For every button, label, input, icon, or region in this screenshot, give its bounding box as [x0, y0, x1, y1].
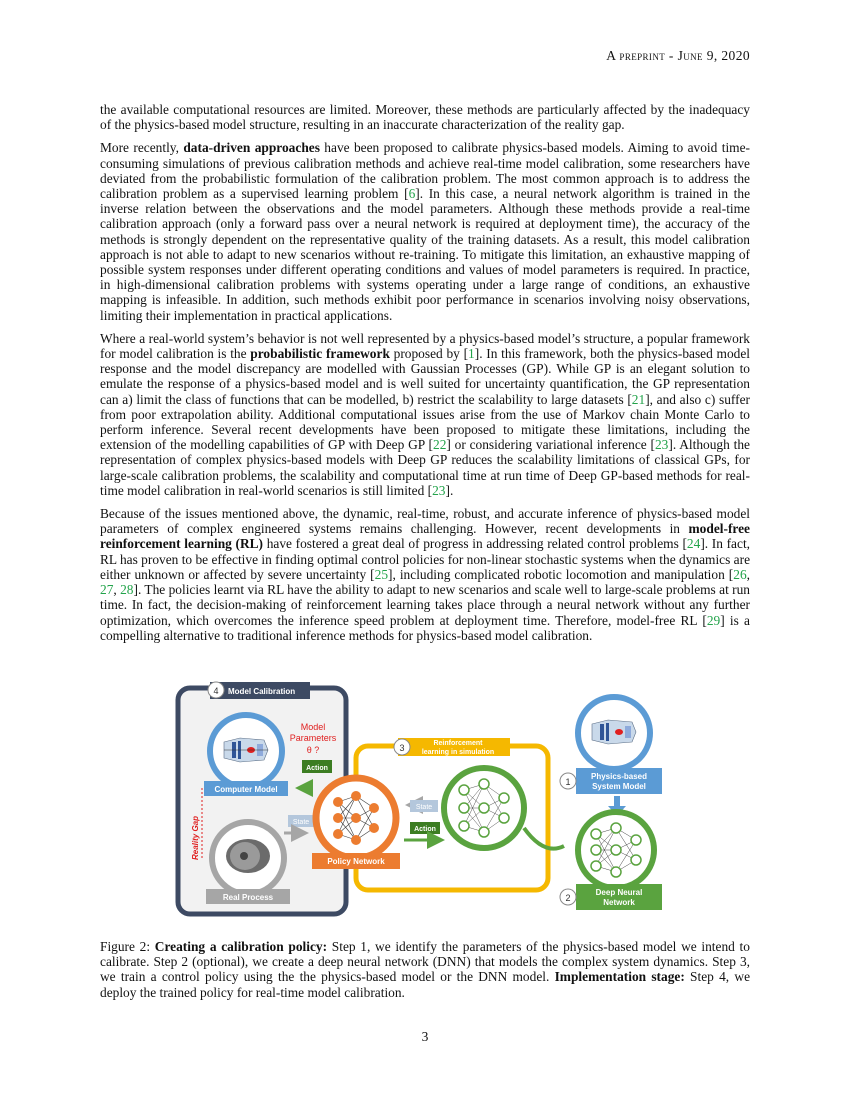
- caption-bold: Implementation stage:: [554, 969, 685, 985]
- page-number: 3: [421, 1029, 429, 1044]
- model-params-theta: θ ?: [306, 745, 320, 755]
- text-run: have fostered a great deal of progress in addressing related control problems [: [263, 536, 687, 552]
- turbine-schematic-icon: [224, 738, 268, 762]
- text-run: ]. In fact, RL has proven to be effective in finding optimal control policies for non-linear stochastic systems when the dynamics are either unknown or affected by severe uncertainty [: [100, 536, 751, 582]
- text-run: proposed by [: [389, 346, 469, 362]
- citation-link[interactable]: 26: [733, 566, 747, 582]
- text-run: ] is a compelling alternative to traditional inference methods for physics-based model calibration.: [100, 612, 751, 643]
- citation-link[interactable]: 29: [706, 612, 721, 628]
- model-params-line-1: Model: [300, 722, 326, 732]
- text-run: Where a real-world system’s behavior is not well represented by a physics-based model’s structure, a popular framework for model calibration is the: [100, 330, 750, 362]
- body-text: [100, 102, 750, 651]
- caption-text: Step 1, we identify the parameters of the physics-based model we intend to calibrate. Step 2 (optional), we create a deep neural network (DNN) that models the complex system dynamics. Step 3, we train a control policy using the the physics-based model or the DNN model.: [100, 939, 750, 985]
- model-calibration-title: Model Calibration: [228, 687, 296, 696]
- reality-gap-label: Reality Gap: [191, 815, 200, 861]
- dnn-line-2: Network: [603, 898, 635, 907]
- text-run: ,: [113, 582, 121, 598]
- jet-engine-icon: [226, 839, 270, 873]
- dnn-link: [524, 828, 564, 849]
- bold-term: model-free reinforcement learning (RL): [100, 521, 750, 552]
- text-run: have been proposed to calibrate physics-based models. Aiming to avoid time-consuming simulations of previous calibration methods and achieve real-time model calibration, some researchers have deviated from the probabilistic formulation of the calibration problem. The most common approach is to address the calibration problem as a supervised learning problem [: [100, 140, 750, 202]
- policy-network-label: Policy Network: [327, 857, 385, 866]
- dnn-line-1: Deep Neural: [595, 888, 643, 897]
- model-params-line-2: Parameters: [289, 733, 337, 743]
- state-label-mid: State: [415, 804, 433, 811]
- text-run: ]. Although the representation of complex physics-based models with Deep GP reduces the scalability limitations of classical GPs, for large-scale calibration problems, the scalability and computational time at run time of Deep GP-based methods for real-time model calibration in real-world scenarios is still limited [: [100, 437, 750, 498]
- step-3-number: 3: [399, 743, 405, 753]
- caption-text: Step 4, we deploy the trained policy for real-time model calibration.: [100, 969, 751, 1000]
- real-process-label: Real Process: [222, 893, 274, 902]
- turbine-schematic-icon: [592, 720, 636, 744]
- text-run: ]. In this framework, both the physics-based model response and the model discrepancy are modelled with Gaussian Processes (GP). While GP is an elegant solution to emulate the response of a physics-based model and is well suited for uncertainty quantification, the GP representation can a) limit the class of functions that can be modelled, b) restrict the scalability to large datasets [: [100, 346, 751, 407]
- physics-model-line-2: System Model: [592, 782, 646, 791]
- text-run: ,: [746, 566, 750, 582]
- state-label-left: State: [292, 819, 310, 826]
- paragraph-2: [100, 140, 750, 322]
- citation-link[interactable]: 1: [468, 346, 475, 362]
- text-run: ].: [445, 482, 454, 498]
- citation-link[interactable]: 23: [654, 437, 669, 453]
- text-run: More recently,: [100, 140, 184, 156]
- citation-link[interactable]: 6: [408, 186, 416, 202]
- citation-link[interactable]: 22: [433, 437, 447, 453]
- rl-simulation-line-1: Reinforcement: [433, 740, 483, 747]
- rl-simulation-line-2: learning in simulation: [421, 749, 495, 756]
- physics-model-line-1: Physics-based: [590, 772, 648, 781]
- citation-link[interactable]: 23: [432, 482, 446, 498]
- text-run: the available computational resources are limited. Moreover, these methods are particularly affected by the inadequacy of the physics-based model structure, resulting in an inaccurate characterization of the reality gap.: [100, 102, 750, 133]
- citation-link[interactable]: 24: [686, 536, 701, 552]
- text-run: ]. In this case, a neural network algorithm is trained in the inverse relation between the observations and the model parameters. Although these methods provide a real-time calibration approach (only a forward pass over a neural network is required at deployment time), the accuracy of the methods is strongly dependent on the representative quality of the training datasets. As a result, this model calibration approach is not able to adapt to new scenarios without re-training. To mitigate this limitation, an exhaustive mapping of possible system responses under different operating conditions and values of model parameters is required. In practice, in high-dimensional calibration problems with systems operating under a large range of conditions, an exhaustive mapping is infeasible. In addition, such methods exhibit poor performance in scenarios involving noisy observations, limiting their implementation in practical applications.: [100, 186, 751, 323]
- paragraph-1: [100, 102, 750, 132]
- caption-bold: Creating a calibration policy:: [154, 939, 328, 954]
- figure-diagram: [172, 678, 672, 918]
- paragraph-3: [100, 331, 750, 498]
- figure-caption: [100, 939, 750, 1000]
- text-run: Because of the issues mentioned above, the dynamic, real-time, robust, and accurate inference of physics-based model parameters of complex engineered systems remains challenging. However, recent developments in: [100, 506, 750, 537]
- step-2-number: 2: [565, 893, 571, 903]
- step-1-number: 1: [565, 777, 571, 787]
- text-run: ] or considering variational inference [: [446, 437, 655, 453]
- citation-link[interactable]: 25: [374, 566, 389, 582]
- figure-calibration-policy: [172, 678, 672, 918]
- running-head: A preprint - June 9, 2020: [606, 48, 750, 63]
- action-label-top: Action: [306, 765, 328, 772]
- computer-model-label: Computer Model: [214, 785, 278, 794]
- paragraph-4: [100, 506, 750, 643]
- citation-link[interactable]: 27: [100, 582, 114, 598]
- action-label-mid: Action: [414, 826, 436, 833]
- caption-label: Figure 2:: [100, 939, 155, 954]
- bold-term: data-driven approaches: [183, 140, 320, 156]
- text-run: ], and also c) suffer from poor extrapolation ability. Additional computational issues arise from the use of Markov chain Monte Carlo to perform inference. Several recent developments have been proposed to mitigate these limitations, including the extension of the modelling capabilities of GP with Deep GP [: [100, 391, 750, 453]
- text-run: ]. The policies learnt via RL have the ability to adapt to new scenarios and scale well to large-scale problems at run time. In fact, the decision-making of reinforcement learning takes place through a neural network without any further optimization, which overcomes the inference speed problem at deployment time. Therefore, model-free RL [: [100, 582, 750, 628]
- citation-link[interactable]: 28: [120, 582, 134, 598]
- step-4-number: 4: [213, 686, 219, 696]
- citation-link[interactable]: 21: [631, 391, 646, 407]
- text-run: ], including complicated robotic locomotion and manipulation [: [388, 566, 734, 582]
- bold-term: probabilistic framework: [250, 346, 390, 362]
